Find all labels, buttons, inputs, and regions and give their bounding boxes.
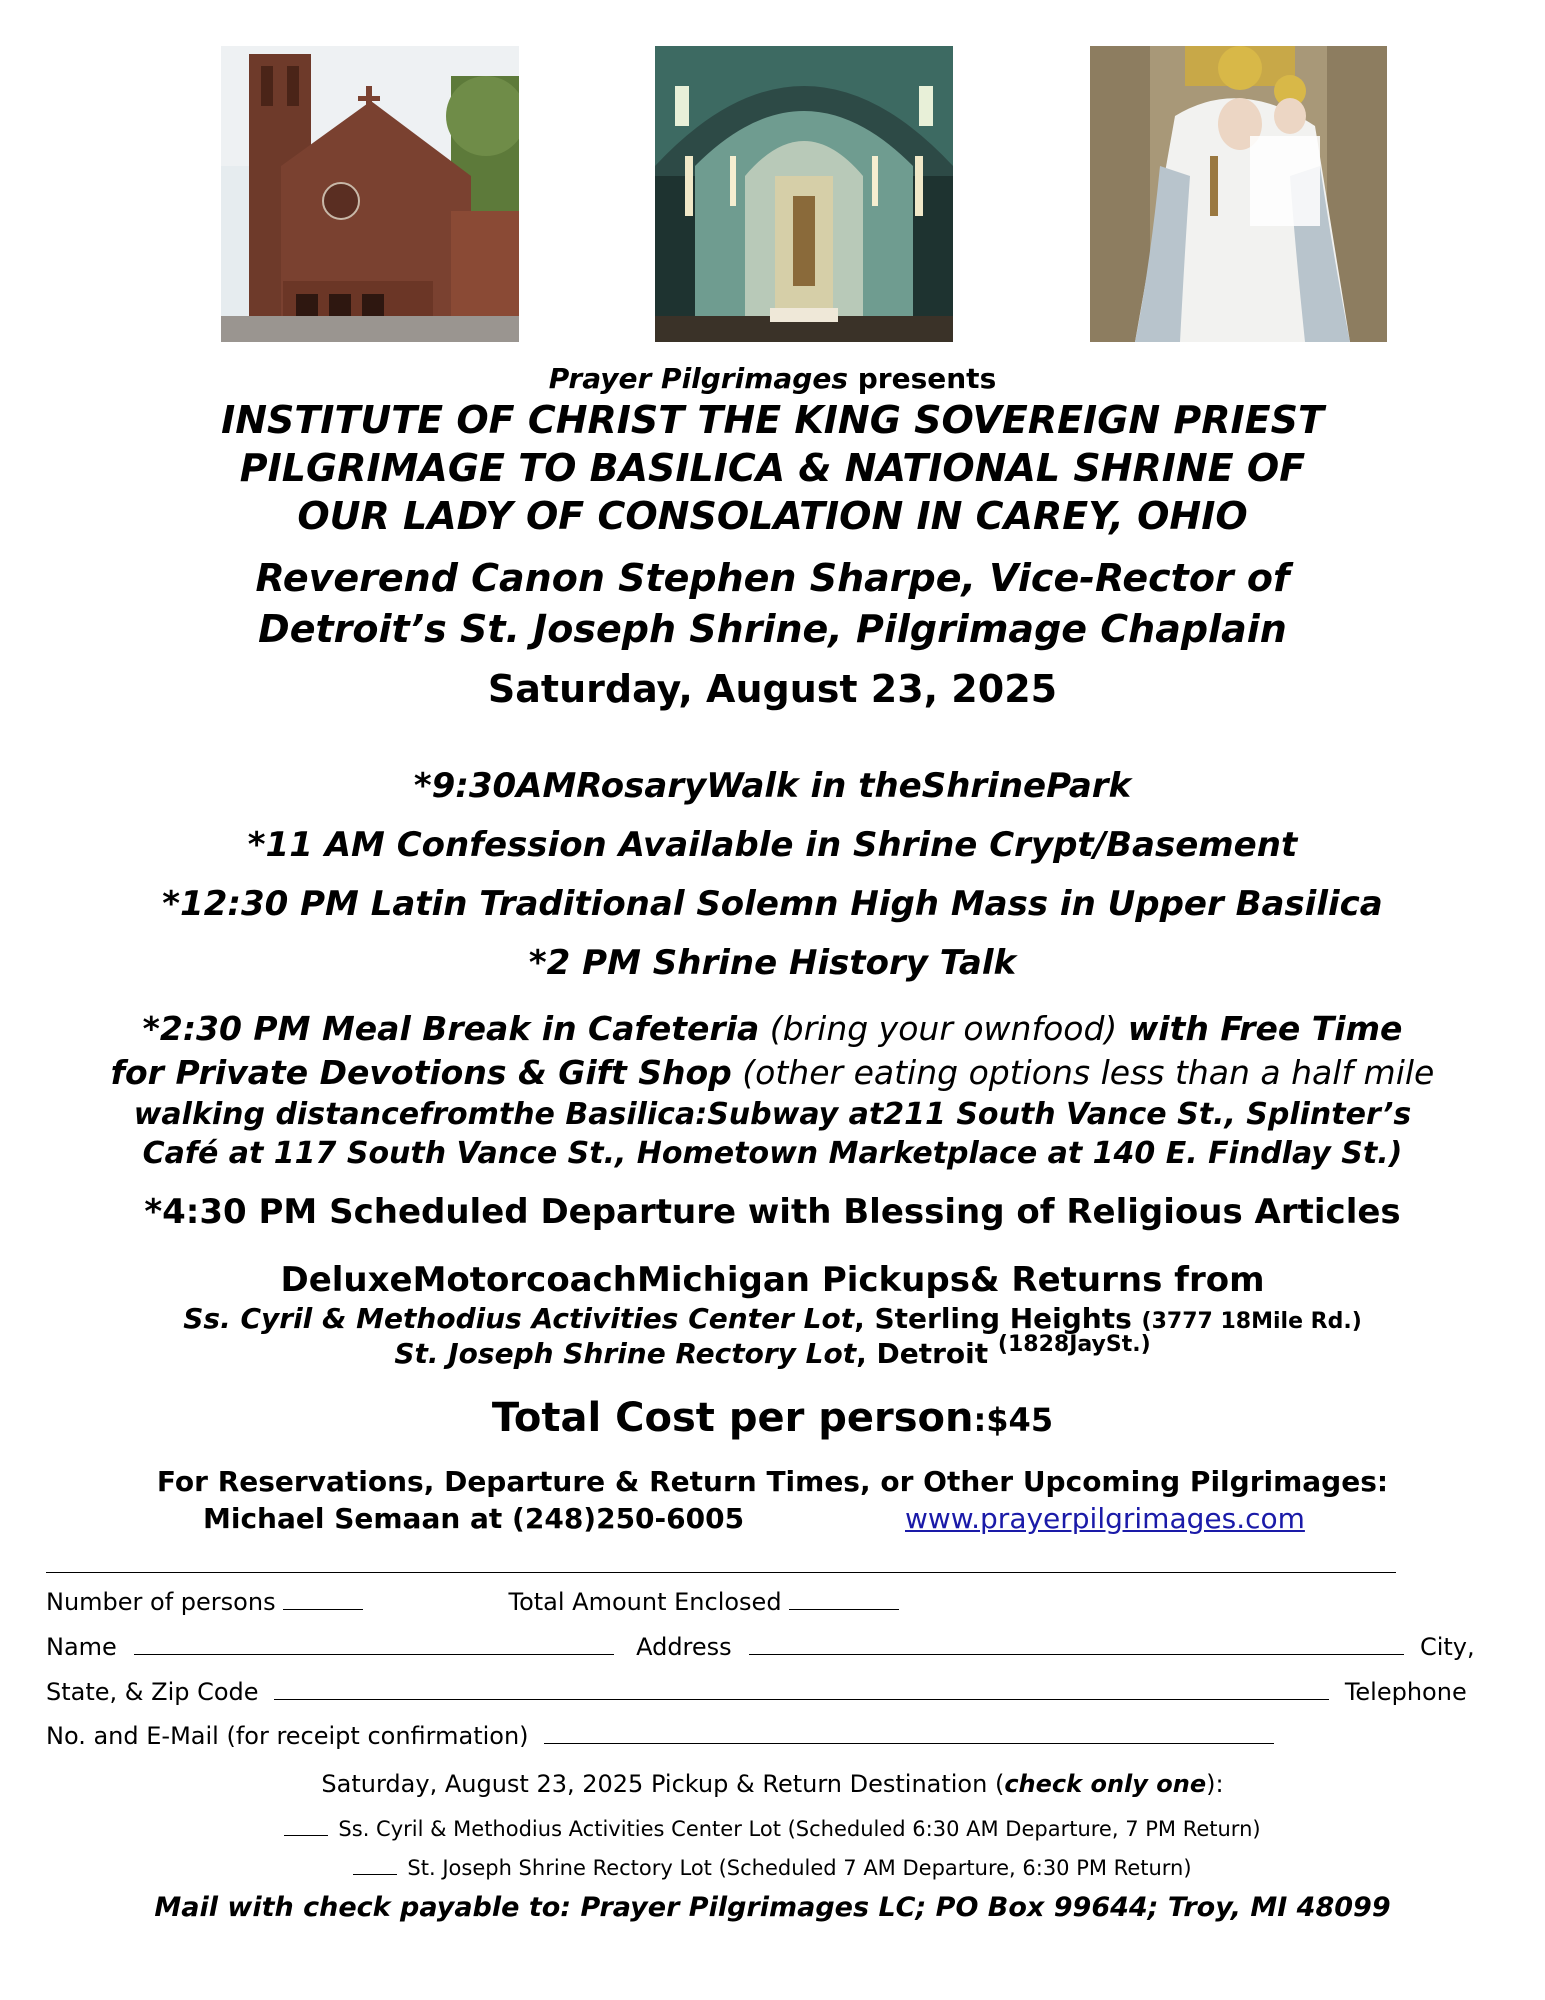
title-line-1: INSTITUTE OF CHRIST THE KING SOVEREIGN PRIEST (221, 398, 1324, 442)
state-zip-field[interactable] (274, 1679, 1329, 1700)
form-row-state (46, 1678, 1467, 1706)
form-row-persons (46, 1588, 899, 1616)
address-label: Address (636, 1633, 732, 1661)
divider (46, 1572, 1396, 1573)
persons-field[interactable] (283, 1589, 363, 1610)
pickup-location-1: Ss. Cyril & Methodius Activities Center Lot, Sterling Heights (3777 18Mile Rd.) (183, 1302, 1362, 1335)
form-row-name (46, 1633, 1475, 1661)
telephone-label: Telephone (1344, 1678, 1467, 1706)
name-field[interactable] (134, 1634, 614, 1655)
name-label: Name (46, 1633, 117, 1661)
departure-item: *4:30 PM Scheduled Departure with Blessing of Religious Articles (144, 1192, 1401, 1232)
form-row-email (46, 1722, 1274, 1750)
meal-line-1: *2:30 PM Meal Break in Cafeteria (bring your ownfood) with Free Time (142, 1009, 1403, 1048)
transport-heading: DeluxeMotorcoachMichigan Pickups& Returns from (280, 1260, 1265, 1300)
meal-line-3: walking distancefromthe Basilica:Subway at211 South Vance St., Splinter’s (133, 1097, 1412, 1132)
meal-line-4: Café at 117 South Vance St., Hometown Marketplace at 140 E. Findlay St.) (142, 1136, 1403, 1171)
event-date: Saturday, August 23, 2025 (487, 667, 1058, 711)
schedule-item: *9:30AMRosaryWalk in theShrinePark (413, 766, 1132, 806)
title-line-3: OUR LADY OF CONSOLATION IN CAREY, OHIO (297, 494, 1248, 538)
chaplain-line-1: Reverend Canon Stephen Sharpe, Vice-Rector of (255, 556, 1290, 600)
church-exterior-photo (221, 46, 519, 342)
madonna-statue-photo (1090, 46, 1387, 342)
mail-instructions: Mail with check payable to: Prayer Pilgrimages LC; PO Box 99644; Troy, MI 48099 (154, 1892, 1391, 1923)
persons-label: Number of persons (46, 1588, 276, 1616)
state-label: State, & Zip Code (46, 1678, 259, 1706)
option-2-checkbox[interactable] (353, 1854, 397, 1875)
total-cost: Total Cost per person:$45 (491, 1395, 1054, 1441)
pickup-option-2: St. Joseph Shrine Rectory Lot (Scheduled 7 AM Departure, 6:30 PM Return) (0, 1854, 1545, 1880)
email-label: No. and E-Mail (for receipt confirmation) (46, 1722, 529, 1750)
city-label: City, (1419, 1633, 1475, 1661)
option-1-checkbox[interactable] (284, 1815, 328, 1836)
presenter-line: Prayer Pilgrimages presents (548, 362, 997, 395)
chaplain-line-2: Detroit’s St. Joseph Shrine, Pilgrimage Chaplain (258, 607, 1287, 651)
pickup-destination-heading: Saturday, August 23, 2025 Pickup & Return Destination (check only one): (321, 1770, 1224, 1798)
pickup-location-2: St. Joseph Shrine Rectory Lot, Detroit $^{(1828JaySt.)}$ (394, 1332, 1151, 1370)
meal-line-2: for Private Devotions & Gift Shop (other eating options less than a half mile (110, 1053, 1435, 1092)
contact-phone: Michael Semaan at (248)250-6005 (203, 1502, 745, 1535)
pickup-option-1: Ss. Cyril & Methodius Activities Center Lot (Scheduled 6:30 AM Departure, 7 PM Return) (0, 1815, 1545, 1841)
email-field[interactable] (544, 1723, 1274, 1744)
schedule-item: *2 PM Shrine History Talk (528, 943, 1017, 983)
address-field[interactable] (749, 1634, 1404, 1655)
amount-field[interactable] (789, 1589, 899, 1610)
schedule-item: *11 AM Confession Available in Shrine Crypt/Basement (247, 825, 1298, 865)
title-line-2: PILGRIMAGE TO BASILICA & NATIONAL SHRINE OF (239, 446, 1306, 490)
website-link[interactable]: www.prayerpilgrimages.com (905, 1502, 1305, 1535)
schedule-item: *12:30 PM Latin Traditional Solemn High Mass in Upper Basilica (162, 884, 1383, 924)
amount-label: Total Amount Enclosed (508, 1588, 782, 1616)
basilica-interior-photo (655, 46, 953, 342)
reservations-heading: For Reservations, Departure & Return Times, or Other Upcoming Pilgrimages: (156, 1465, 1389, 1498)
